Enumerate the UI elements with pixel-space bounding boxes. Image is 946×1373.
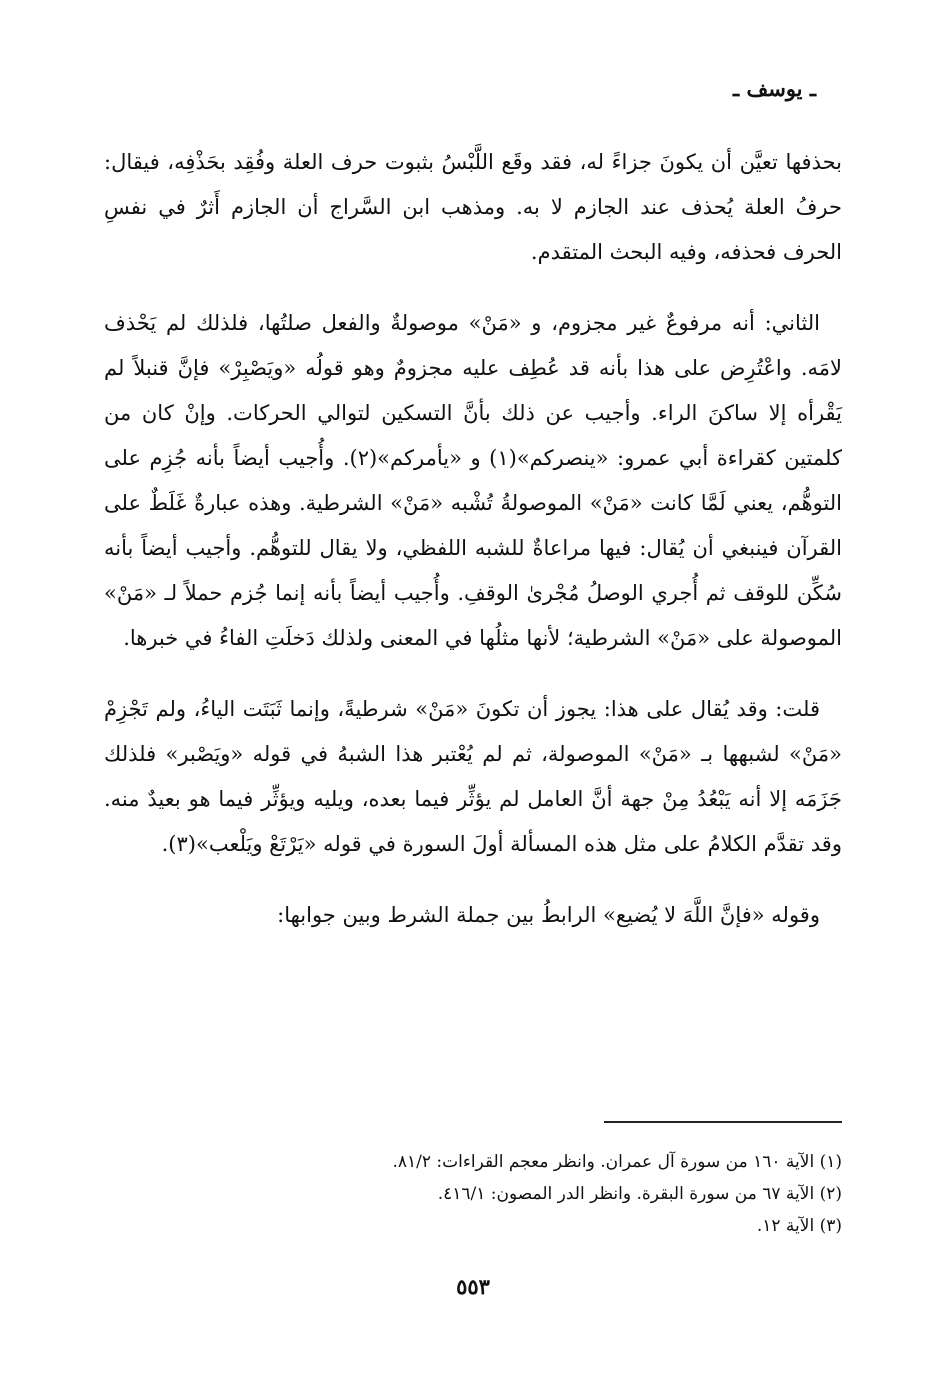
running-header: ـ يوسف ـ <box>733 76 816 101</box>
paragraph: وقوله «فإنَّ اللَّهَ لا يُضيع» الرابطُ بين جملة الشرط وبين جوابها: <box>277 903 820 927</box>
paragraph: الثاني: أنه مرفوعٌ غير مجزوم، و «مَنْ» موصولةٌ والفعل صلتُها، فلذلك لم يَحْذف لامَه. واعْتُرِض على هذا بأنه قد عُطِف عليه مجزومٌ وهو قولُه «ويَصْبِرْ» فإنَّ قنبلاً لم يَقْرأه إلا ساكنَ الراء. وأجيب عن ذلك بأنَّ التسكين لتوالي الحركات. وإنْ كان من كلمتين كقراءة أبي عمرو: «ينصركم»(١) و «يأمركم»(٢). وأُجيب أيضاً بأنه جُزِم على التوهُّم، يعني لَمَّا كانت «مَنْ» الموصولةُ تُشْبه «مَنْ» الشرطية. وهذه عبارةٌ غَلَطٌ على القرآن فينبغي أن يُقال: فيها مراعاةٌ للشبه اللفظي، ولا يقال للتوهُّم. وأجيب أيضاً بأنه سُكِّن للوقف ثم أُجري الوصلُ مُجْرىٰ الوقفِ. وأُجيب أيضاً بأنه إنما جُزم حملاً لـ «مَنْ» الموصولة على «مَنْ» الشرطية؛ لأنها مثلُها في المعنى ولذلك دَخلَتِ الفاءُ في خبرها. <box>104 311 842 650</box>
page-number: ٥٥٣ <box>456 1274 490 1299</box>
paragraph: قلت: وقد يُقال على هذا: يجوز أن تكونَ «مَنْ» شرطيةً، وإنما ثَبَتَت الياءُ، ولم تَجْزِمْ «مَنْ» لشبهها بـ «مَنْ» الموصولة، ثم لم يُعْتبر هذا الشبهُ في قوله «ويَصْبر» فلذلك جَزَمَه إلا أنه يَبْعُدُ مِنْ جهة أنَّ العامل لم يؤثِّر فيما بعده، ويليه ويؤثِّر فيما هو بعيدٌ منه. وقد تقدَّم الكلامُ على مثل هذه المسألة أولَ السورة في قوله «يَرْتَعْ ويَلْعب»(٣). <box>104 697 842 856</box>
paragraph: بحذفها تعيَّن أن يكونَ جزاءً له، فقد وقَع اللَّبْسُ بثبوت حرف العلة وفُقِد بحَذْفِه، فيقال: حرفُ العلة يُحذف عند الجازم لا به. ومذهب ابن السَّراج أن الجازم أَثرٌ في نفسِ الحرف فحذفه، وفيه البحث المتقدم. <box>104 150 842 264</box>
footnote: (٢) الآية ٦٧ من سورة البقرة. وانظر الدر المصون: ٤١٦/١. <box>437 1184 842 1204</box>
footnote: (١) الآية ١٦٠ من سورة آل عمران. وانظر معجم القراءات: ٨١/٢. <box>392 1152 842 1172</box>
footnotes <box>104 1146 842 1242</box>
main-text <box>104 140 842 964</box>
footnote: (٣) الآية ١٢. <box>756 1216 842 1236</box>
footnote-divider <box>604 1121 842 1123</box>
